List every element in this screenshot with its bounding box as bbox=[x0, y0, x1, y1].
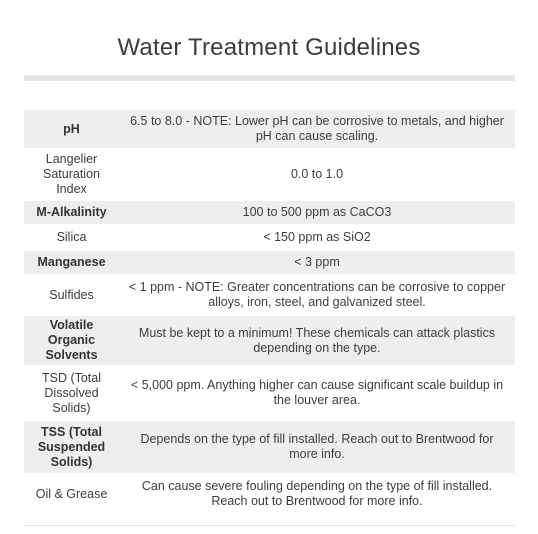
table-row bbox=[24, 150, 515, 199]
guideline-cell: 0.0 to 1.0 bbox=[119, 150, 515, 199]
guideline-cell: Depends on the type of fill installed. Reach out to Brentwood for more info. bbox=[119, 421, 515, 473]
parameter-cell: pH bbox=[24, 110, 119, 148]
table-row bbox=[24, 475, 515, 513]
parameter-cell: Sulfides bbox=[24, 276, 119, 314]
table-row bbox=[24, 316, 515, 365]
guideline-cell: < 1 ppm - NOTE: Greater concentrations can be corrosive to copper alloys, iron, steel, and galvanized steel. bbox=[119, 276, 515, 314]
parameter-cell: TSS (Total Suspended Solids) bbox=[24, 421, 119, 473]
table-row bbox=[24, 251, 515, 274]
table-row bbox=[24, 276, 515, 314]
guideline-cell: < 5,000 ppm. Anything higher can cause significant scale buildup in the louver area. bbox=[119, 367, 515, 419]
guideline-cell: < 150 ppm as SiO2 bbox=[119, 226, 515, 249]
table-row bbox=[24, 367, 515, 419]
guideline-cell: Must be kept to a minimum! These chemicals can attack plastics depending on the type. bbox=[119, 316, 515, 365]
guideline-cell: Can cause severe fouling depending on the type of fill installed. Reach out to Brentwood for more info. bbox=[119, 475, 515, 513]
guideline-cell: 100 to 500 ppm as CaCO3 bbox=[119, 201, 515, 224]
bottom-divider bbox=[24, 525, 515, 526]
guidelines-table bbox=[24, 108, 515, 515]
table-row bbox=[24, 421, 515, 473]
parameter-cell: M-Alkalinity bbox=[24, 201, 119, 224]
guidelines-table-body bbox=[24, 110, 515, 513]
guideline-cell: 6.5 to 8.0 - NOTE: Lower pH can be corrosive to metals, and higher pH can cause scaling. bbox=[119, 110, 515, 148]
title-divider bbox=[24, 75, 515, 81]
table-row bbox=[24, 226, 515, 249]
page-title: Water Treatment Guidelines bbox=[117, 34, 421, 61]
parameter-cell: Volatile Organic Solvents bbox=[24, 316, 119, 365]
guideline-cell: < 3 ppm bbox=[119, 251, 515, 274]
parameter-cell: Langelier Saturation Index bbox=[24, 150, 119, 199]
parameter-cell: Silica bbox=[24, 226, 119, 249]
table-row bbox=[24, 110, 515, 148]
parameter-cell: Manganese bbox=[24, 251, 119, 274]
parameter-cell: Oil & Grease bbox=[24, 475, 119, 513]
parameter-cell: TSD (Total Dissolved Solids) bbox=[24, 367, 119, 419]
table-row bbox=[24, 201, 515, 224]
